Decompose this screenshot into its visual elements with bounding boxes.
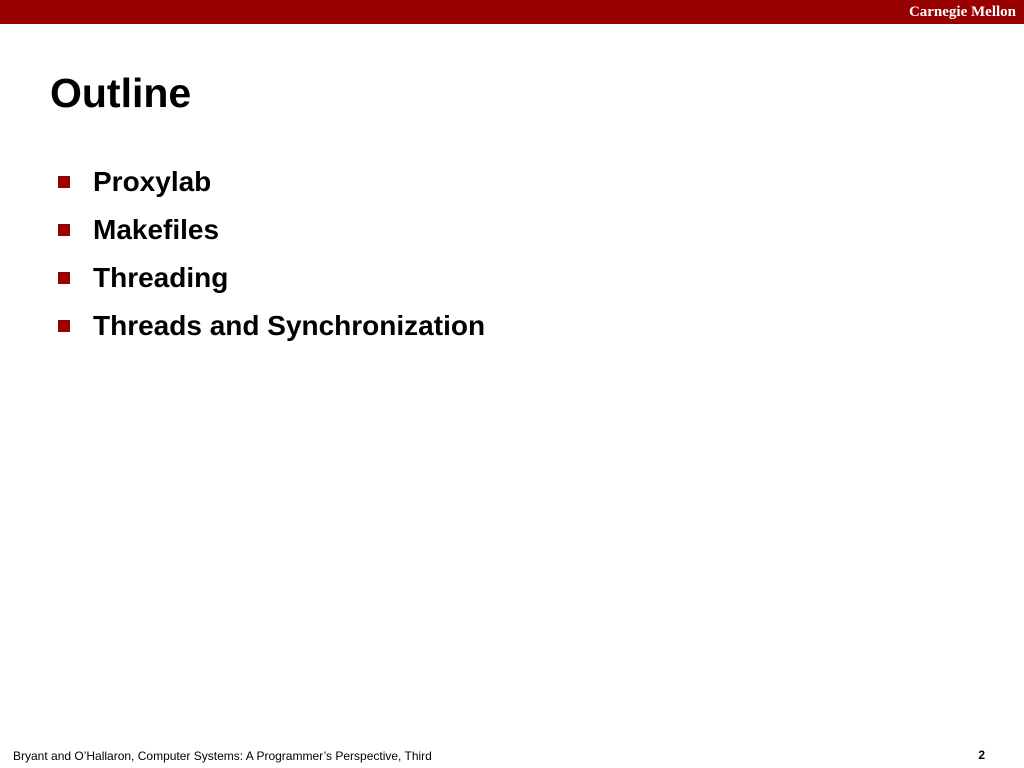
list-item-label: Threading <box>93 262 229 293</box>
header-bar <box>0 0 1024 24</box>
brand-name: Carnegie Mellon <box>908 4 1016 20</box>
outline-list <box>56 158 485 350</box>
list-item <box>56 254 485 302</box>
list-item-label: Proxylab <box>93 166 212 197</box>
list-item-label: Makefiles <box>93 214 220 245</box>
square-bullet-icon <box>58 272 70 284</box>
list-item <box>56 302 485 350</box>
list-item <box>56 206 485 254</box>
slide-title: Outline <box>50 70 192 116</box>
square-bullet-icon <box>58 176 70 188</box>
page-number: 2 <box>978 748 985 762</box>
footer-citation: Bryant and O’Hallaron, Computer Systems: A Programmer’s Perspective, Third <box>13 749 432 763</box>
list-item-label: Threads and Synchronization <box>93 310 486 341</box>
square-bullet-icon <box>58 224 70 236</box>
list-item <box>56 158 485 206</box>
square-bullet-icon <box>58 320 70 332</box>
